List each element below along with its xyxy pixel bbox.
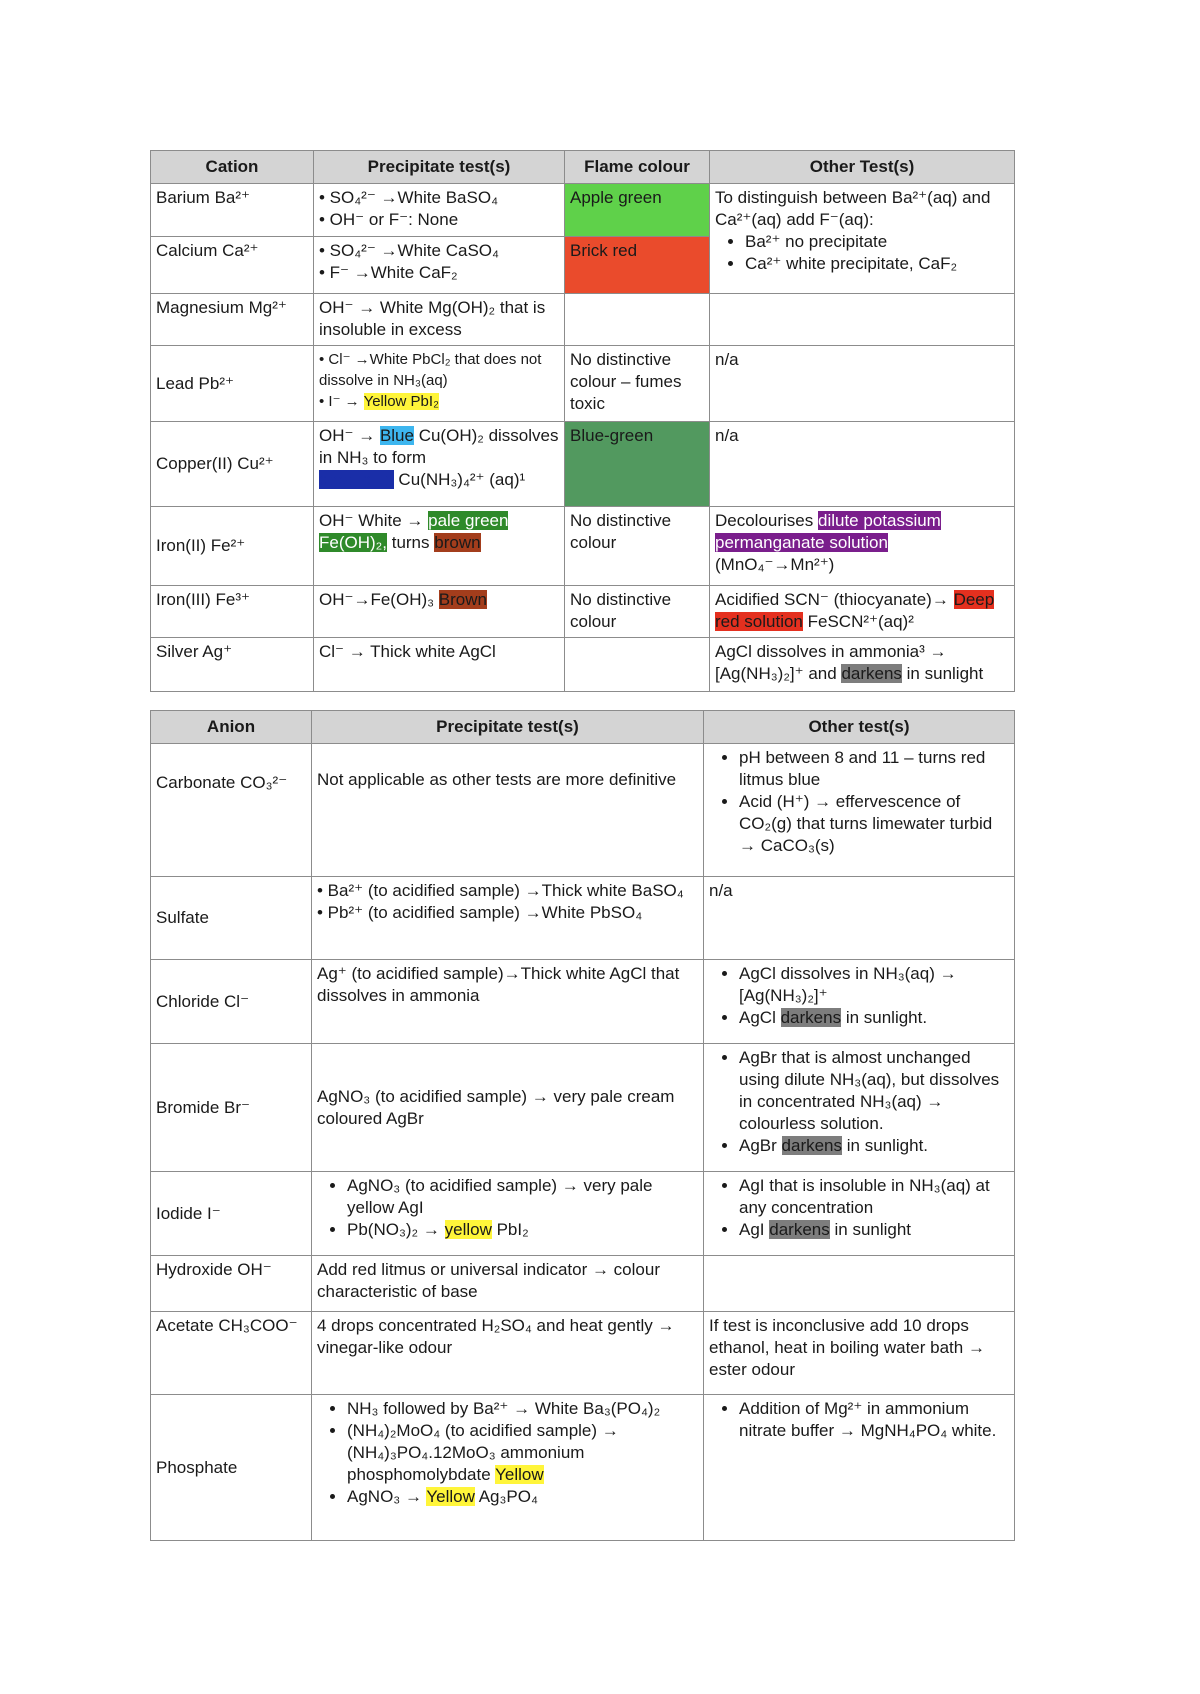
precip-text: (NH₄)₂MoO₄ (to acidified sample) → (NH₄)₃PO₄.12MoO₃ ammonium phosphomolybdate xyxy=(347,1421,619,1484)
list-item: • pH between 8 and 11 – turns red litmus blue xyxy=(739,747,1009,791)
highlight-purple: dilute potassium permanganate solution xyxy=(715,511,941,552)
flame-cell: No distinctive colour xyxy=(565,507,710,586)
precip-cell xyxy=(312,1395,704,1541)
precip-line: • OH⁻ or F⁻: None xyxy=(319,210,459,229)
flame-cell: Brick red xyxy=(565,237,710,294)
highlight-yellow: Yellow PbI₂ xyxy=(363,393,439,410)
precip-cell: Ag⁺ (to acidified sample)→Thick white AgCl that dissolves in ammonia xyxy=(312,960,704,1044)
flame-cell xyxy=(565,638,710,692)
precip-text: AgNO₃ → xyxy=(347,1487,422,1506)
ion-cell: Sulfate xyxy=(151,877,312,960)
header-flame: Flame colour xyxy=(565,151,710,184)
row-magnesium xyxy=(151,294,1015,346)
flame-cell: No distinctive colour – fumes toxic xyxy=(565,346,710,422)
ion-cell: Hydroxide OH⁻ xyxy=(151,1256,312,1312)
ion-cell: Barium Ba²⁺ xyxy=(151,184,314,237)
precip-line: • Ba²⁺ (to acidified sample) →Thick white BaSO₄ xyxy=(317,881,684,900)
ion-cell: Lead Pb²⁺ xyxy=(151,346,314,422)
precip-cell: Not applicable as other tests are more definitive xyxy=(312,744,704,877)
other-text: in sunlight. xyxy=(846,1136,929,1155)
row-barium xyxy=(151,184,1015,237)
row-copper xyxy=(151,422,1015,507)
list-item xyxy=(347,1219,698,1241)
list-item: • NH₃ followed by Ba²⁺ → White Ba₃(PO₄)₂ xyxy=(347,1398,698,1420)
list-item: • AgNO₃ (to acidified sample) → very pale yellow AgI xyxy=(347,1175,698,1219)
precip-cell xyxy=(314,346,565,422)
header-other: Other test(s) xyxy=(704,711,1015,744)
highlight-blue: Blue xyxy=(379,426,414,445)
other-text: AgI xyxy=(739,1220,765,1239)
ion-cell: Iron(III) Fe³⁺ xyxy=(151,586,314,638)
list-item: • Ca²⁺ white precipitate, CaF₂ xyxy=(745,253,1009,275)
precip-text: OH⁻ → xyxy=(319,426,376,445)
precip-line: • SO₄²⁻ →White BaSO₄ xyxy=(319,188,499,207)
other-cell: n/a xyxy=(710,422,1015,507)
other-cell: n/a xyxy=(704,877,1015,960)
highlight-green: Fe(OH)₂, xyxy=(319,533,387,552)
list-item: • Ba²⁺ no precipitate xyxy=(745,231,1009,253)
highlight-green: pale green xyxy=(428,511,509,530)
precip-cell: Add red litmus or universal indicator → colour characteristic of base xyxy=(312,1256,704,1312)
header-precipitate: Precipitate test(s) xyxy=(314,151,565,184)
flame-cell: No distinctive colour xyxy=(565,586,710,638)
precip-text: Pb(NO₃)₂ → xyxy=(347,1220,440,1239)
precip-cell: Cl⁻ → Thick white AgCl xyxy=(314,638,565,692)
precip-cell: 4 drops concentrated H₂SO₄ and heat gently → vinegar-like odour xyxy=(312,1312,704,1395)
precip-text: Ag₃PO₄ xyxy=(478,1487,538,1506)
ion-cell: Magnesium Mg²⁺ xyxy=(151,294,314,346)
flame-cell: Blue-green xyxy=(565,422,710,507)
ion-cell: Iron(II) Fe²⁺ xyxy=(151,507,314,586)
row-bromide xyxy=(151,1044,1015,1172)
precip-line: • F⁻ →White CaF₂ xyxy=(319,263,458,282)
other-text: in sunlight. xyxy=(845,1008,928,1027)
list-item xyxy=(739,1135,1009,1157)
row-phosphate xyxy=(151,1395,1015,1541)
row-lead xyxy=(151,346,1015,422)
precip-text: Cu(NH₃)₄²⁺ (aq)¹ xyxy=(398,470,526,489)
ion-cell: Carbonate CO₃²⁻ xyxy=(151,744,312,877)
precip-text: OH⁻ White → xyxy=(319,511,424,530)
list-item: • AgI that is insoluble in NH₃(aq) at any concentration xyxy=(739,1175,1009,1219)
highlight-red: Deep red solution xyxy=(715,590,995,631)
ion-cell: Phosphate xyxy=(151,1395,312,1541)
other-text: FeSCN²⁺(aq)² xyxy=(807,612,914,631)
other-cell: n/a xyxy=(710,346,1015,422)
other-text: (MnO₄⁻→Mn²⁺) xyxy=(715,555,835,574)
row-silver xyxy=(151,638,1015,692)
other-cell xyxy=(710,638,1015,692)
row-carbonate xyxy=(151,744,1015,877)
precip-text: Cu(OH)₂ dissolves in NH₃ to form xyxy=(319,426,559,467)
other-cell xyxy=(710,507,1015,586)
other-text: in sunlight xyxy=(834,1220,912,1239)
ion-cell: Iodide I⁻ xyxy=(151,1172,312,1256)
ion-cell: Copper(II) Cu²⁺ xyxy=(151,422,314,507)
other-cell xyxy=(710,586,1015,638)
list-item: • AgCl dissolves in NH₃(aq) → [Ag(NH₃)₂]⁺ xyxy=(739,963,1009,1007)
list-item: • Addition of Mg²⁺ in ammonium nitrate buffer → MgNH₄PO₄ white. xyxy=(739,1398,1009,1442)
other-cell xyxy=(704,1044,1015,1172)
other-text: To distinguish between Ba²⁺(aq) and Ca²⁺(aq) add F⁻(aq): xyxy=(715,188,991,229)
precip-cell xyxy=(314,237,565,294)
row-hydroxide xyxy=(151,1256,1015,1312)
header-anion: Anion xyxy=(151,711,312,744)
other-cell xyxy=(704,1256,1015,1312)
highlight-brown: Brown xyxy=(438,590,487,609)
list-item xyxy=(739,1219,1009,1241)
other-text: Acidified SCN⁻ (thiocyanate)→ xyxy=(715,590,949,609)
highlight-brown: brown xyxy=(434,533,481,552)
precip-cell xyxy=(314,586,565,638)
row-chloride xyxy=(151,960,1015,1044)
precip-text: turns xyxy=(391,533,430,552)
list-item: • AgBr that is almost unchanged using dilute NH₃(aq), but dissolves in concentrated NH₃(aq) → colourless solution. xyxy=(739,1047,1009,1135)
row-acetate xyxy=(151,1312,1015,1395)
other-cell xyxy=(704,744,1015,877)
ion-cell: Calcium Ca²⁺ xyxy=(151,237,314,294)
row-iodide xyxy=(151,1172,1015,1256)
other-text: AgCl dissolves in ammonia³ → [Ag(NH₃)₂]⁺ and xyxy=(715,642,947,683)
precip-text: PbI₂ xyxy=(496,1220,529,1239)
precip-line: • Cl⁻ →White PbCl₂ that does not dissolve in NH₃(aq) xyxy=(319,351,542,389)
other-cell xyxy=(704,1172,1015,1256)
other-text: AgBr xyxy=(739,1136,777,1155)
row-iron3 xyxy=(151,586,1015,638)
header-other: Other Test(s) xyxy=(710,151,1015,184)
other-text: Decolourises xyxy=(715,511,814,530)
flame-cell: Apple green xyxy=(565,184,710,237)
other-cell xyxy=(704,1395,1015,1541)
highlight-grey: darkens xyxy=(841,664,902,683)
precip-cell xyxy=(312,1172,704,1256)
other-cell xyxy=(704,960,1015,1044)
row-sulfate xyxy=(151,877,1015,960)
precip-line: • I⁻ → xyxy=(319,393,360,410)
highlight-grey: darkens xyxy=(781,1136,843,1155)
highlight-yellow: yellow xyxy=(444,1220,492,1239)
highlight-grey: darkens xyxy=(769,1220,830,1239)
precip-line: • SO₄²⁻ →White CaSO₄ xyxy=(319,241,499,260)
list-item: • Acid (H⁺) → effervescence of CO₂(g) that turns limewater turbid → CaCO₃(s) xyxy=(739,791,1009,857)
list-item xyxy=(347,1486,698,1508)
precip-cell xyxy=(314,507,565,586)
ion-cell: Silver Ag⁺ xyxy=(151,638,314,692)
other-text: AgCl xyxy=(739,1008,776,1027)
precip-text: OH⁻→Fe(OH)₃ xyxy=(319,590,435,609)
header-cation: Cation xyxy=(151,151,314,184)
ion-cell: Bromide Br⁻ xyxy=(151,1044,312,1172)
cation-table xyxy=(150,150,1015,692)
precip-cell xyxy=(314,422,565,507)
anion-table xyxy=(150,710,1015,1541)
ion-cell: Chloride Cl⁻ xyxy=(151,960,312,1044)
other-text: in sunlight xyxy=(906,664,984,683)
cation-header-row xyxy=(151,151,1015,184)
list-item xyxy=(347,1420,698,1486)
highlight-yellow: Yellow xyxy=(426,1487,475,1506)
other-cell xyxy=(710,184,1015,294)
highlight-yellow: Yellow xyxy=(495,1465,544,1484)
precip-cell xyxy=(314,184,565,237)
flame-cell xyxy=(565,294,710,346)
precip-cell: OH⁻ → White Mg(OH)₂ that is insoluble in excess xyxy=(314,294,565,346)
other-cell xyxy=(710,294,1015,346)
anion-header-row xyxy=(151,711,1015,744)
highlight-deep-blue: deep blue xyxy=(319,470,394,489)
precip-cell xyxy=(312,877,704,960)
list-item xyxy=(739,1007,1009,1029)
precip-line: • Pb²⁺ (to acidified sample) →White PbSO₄ xyxy=(317,903,643,922)
ion-cell: Acetate CH₃COO⁻ xyxy=(151,1312,312,1395)
highlight-grey: darkens xyxy=(780,1008,842,1027)
row-iron2 xyxy=(151,507,1015,586)
header-precipitate: Precipitate test(s) xyxy=(312,711,704,744)
other-cell: If test is inconclusive add 10 drops ethanol, heat in boiling water bath → ester odour xyxy=(704,1312,1015,1395)
precip-cell: AgNO₃ (to acidified sample) → very pale cream coloured AgBr xyxy=(312,1044,704,1172)
